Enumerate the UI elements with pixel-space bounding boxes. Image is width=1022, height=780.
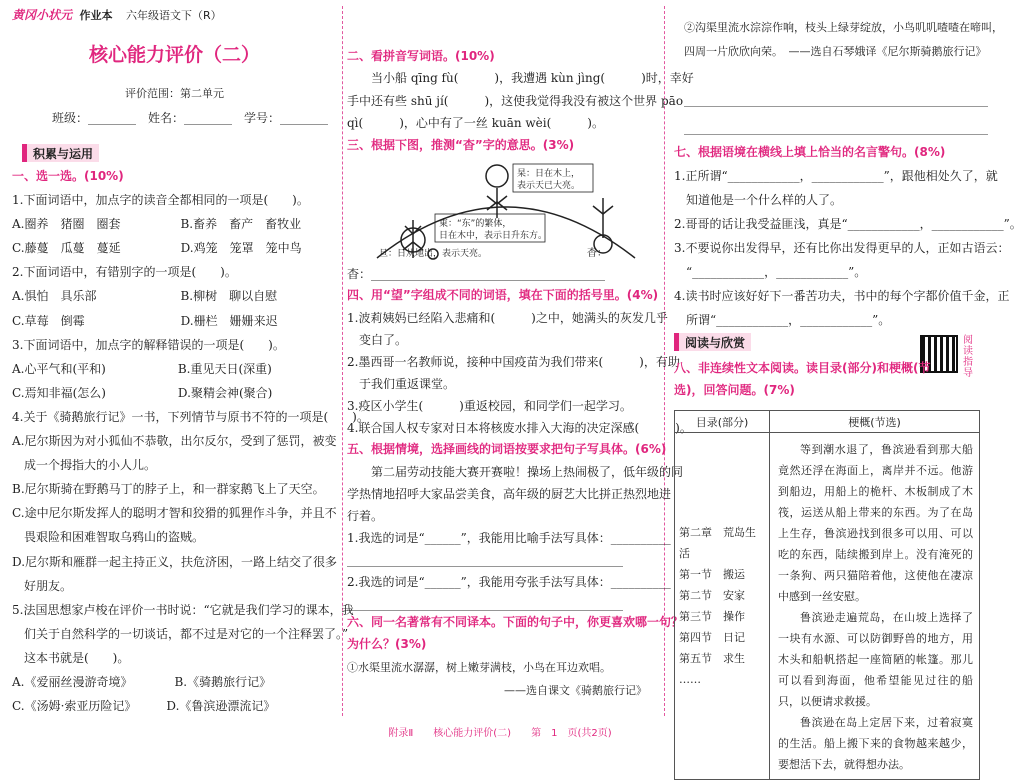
q4-line: 2.墨西哥一名教师说，接种中国疫苗为我们带来( )，有助 <box>347 355 680 369</box>
q1-line: C.草莓 倒霉 D.栅栏 姗姗来迟 <box>12 313 278 328</box>
q1-line: A.心平气和(平和) B.重见天日(深重) <box>12 361 272 376</box>
q1-line: 5.法国思想家卢梭在评价一书时说：“它就是我们学习的课本，我 <box>12 602 354 617</box>
q1-line: C.《汤姆·索亚历险记》 D.《鲁滨逊漂流记》 <box>12 699 276 714</box>
q1-line: D.尼尔斯和雁群一起主持正义，扶危济困，一路上结交了很多 <box>12 554 338 569</box>
q1-line: A.惧怕 具乐部 B.柳树 聊以自慰 <box>12 289 278 304</box>
header <box>12 6 222 23</box>
q7-line: 2.哥哥的话让我受益匪浅，真是“____________，____________”。 <box>674 217 1022 231</box>
q1-line: 好朋友。 <box>12 578 73 593</box>
q7-heading: 七、根据语境在横线上填上恰当的名言警句。(8%) <box>674 145 946 159</box>
q7-line: 3.不要说你出发得早，还有比你出发得更早的人，正如古语云： <box>674 241 1010 255</box>
summary-paragraph: 等到潮水退了，鲁滨逊看到那大船竟然还浮在海面上，离岸并不远。他游到船边，用船上的桅杆、木板制成了木筏，运送从船上带来的东西。为了在岛上生存，鲁滨逊找到很多可以用、可以吃的东西，陆续搬到岸上。没有淹死的一条狗、两只猫陪着他，这使他在凄凉中感到一丝安慰。 <box>778 443 973 603</box>
toc-header: 目录(部分) <box>675 411 770 433</box>
q4-line: 变白了。 <box>347 333 408 347</box>
q1-line: A.圈养 猪圈 圈套 B.畜养 畜产 畜牧业 <box>12 217 302 232</box>
q3-heading: 三、根据下图，推测“杳”字的意思。(3%) <box>347 138 575 152</box>
scope-label: 评价范围：第二单元 <box>125 87 224 100</box>
q5-line: 学热情地招呼大家品尝美食，高年级的厨艺大比拼正热烈地进 <box>347 487 672 501</box>
q7-line: 所谓“____________，____________”。 <box>674 313 891 327</box>
q1-line: 成一个拇指大的小人儿。 <box>12 458 157 473</box>
box-dong-line2: 日在木中，表示日升东方。 <box>439 231 548 241</box>
character-diagram <box>375 158 637 260</box>
q6-heading-line2: 为什么？(3%) <box>347 637 427 651</box>
q5-line: 1.我选的词是“______”，我能用比喻手法写具体：__________ <box>347 531 671 545</box>
q5-line: ______________________________________________ <box>347 553 623 567</box>
q1-heading: 一、选一选。(10%) <box>12 169 124 183</box>
q1-line: 畏艰险和困难智取乌鸦山的盗贼。 <box>12 530 205 545</box>
q5-heading: 五、根据情境，选择画线的词语按要求把句子写具体。(6%) <box>347 442 667 456</box>
tree-with-sun-bottom <box>593 198 613 253</box>
toc-item: 第三节 操作 <box>679 610 745 623</box>
tree-with-sun-top <box>486 165 508 218</box>
answer-rule[interactable] <box>684 106 988 107</box>
summary-paragraph: 鲁滨逊在岛上定居下来，过着寂寞的生活。船上搬下来的食物越来越少，要想活下去，就得想办法。 <box>778 716 973 771</box>
toc-item: 第五节 求生 <box>679 652 745 665</box>
q2-line: qì( )，心中有了一丝 kuān wèi( )。 <box>347 116 604 130</box>
q3-answer-line[interactable]: 杳：_______________________________________ <box>347 267 606 281</box>
q1-line: 3.下面词语中，加点字的解释错误的一项是( )。 <box>12 337 285 352</box>
answer-rule[interactable] <box>684 134 988 135</box>
toc-item: …… <box>679 673 701 686</box>
q4-line: 1.波莉姨妈已经陷入悲痛和( )之中，她满头的灰发几乎 <box>347 311 668 325</box>
q6-heading-line1: 六、同一名著常有不同译本。下面的句子中，你更喜欢哪一句？ <box>347 615 684 629</box>
box-dong-line1: 東：“东”的繁体， <box>439 219 512 229</box>
box-dan: 旦：日从地出，表示天亮。 <box>379 249 488 259</box>
q1-line: A.尼尔斯因为对小狐仙不恭敬，出尔反尔，受到了惩罚，被变 <box>12 434 337 448</box>
q1-line: C.焉知非福(怎么) D.聚精会神(聚合) <box>12 385 273 400</box>
q6-sentence1: ①水渠里流水潺潺，树上嫩芽满枝，小鸟在耳边欢唱。 <box>347 661 611 674</box>
section-tag-reading: 阅读与欣赏 <box>674 333 751 351</box>
summary-paragraph: 鲁滨逊走遍荒岛，在山坡上选择了一块有水源、可以防御野兽的地方，用木头和船帆搭起一座简陋的帐篷。那儿可以看到海面，他希望能见过往的船只，以便请求救援。 <box>778 611 973 708</box>
q1-line: B.尼尔斯骑在野鹅马丁的脖子上，和一群家鹅飞上了天空。 <box>12 482 325 497</box>
q1-line: A.《爱丽丝漫游奇境》 B.《骑鹅旅行记》 <box>12 675 272 689</box>
toc-item: 第二节 安家 <box>679 589 745 602</box>
q8-heading-line1: 八、非连续性文本阅读。读目录(部分)和梗概(节 <box>674 361 931 375</box>
q4-line: 于我们重返课堂。 <box>347 377 456 391</box>
yao-label: 杳： <box>587 248 607 259</box>
q7-line: 知道他是一个什么样的人了。 <box>674 193 843 207</box>
q1-line: 1.下面词语中，加点字的读音全都相同的一项是( )。 <box>12 193 309 207</box>
student-info-line[interactable]: 班级：________ 姓名：________ 学号：________ <box>52 111 329 125</box>
page-footer: 附录Ⅱ 核心能力评价(二) 第 1 页(共2页) <box>388 728 612 739</box>
qr-label: 阅读指导 <box>963 335 973 379</box>
q1-line: 4.关于《骑鹅旅行记》一书，下列情节与原书不符的一项是( )。 <box>12 409 369 424</box>
q1-line: C.藤蔓 瓜蔓 蔓延 D.鸡笼 笼罩 笼中鸟 <box>12 241 302 256</box>
q7-line: 4.读书时应该好好下一番苦功夫，书中的每个字都价值千金，正 <box>674 289 1010 303</box>
toc-item: 第四节 日记 <box>679 631 745 644</box>
q1-line: C.途中尼尔斯发挥人的聪明才智和狡猾的狐狸作斗争，并且不 <box>12 506 337 521</box>
summary-header: 梗概(节选) <box>770 411 980 433</box>
q5-line: ______________________________________________ <box>347 597 623 611</box>
q6-source1: ——选自课文《骑鹅旅行记》 <box>504 684 647 697</box>
q7-line: “____________，____________”。 <box>674 265 867 279</box>
q4-line: 3.疫区小学生( )重返校园，和同学们一起学习。 <box>347 399 632 413</box>
toc-item: 第二章 荒岛生活 <box>679 526 756 560</box>
q6-sentence2-line2: 四周一片欣欣向荣。 ——选自石琴娥译《尼尔斯骑鹅旅行记》 <box>684 45 987 58</box>
column-right <box>670 0 1022 771</box>
brand-logo: 黄冈小状元 <box>12 8 73 22</box>
q1-line: 这本书就是( )。 <box>12 650 130 665</box>
q5-line: 2.我选的词是“______”，我能用夸张手法写具体：__________ <box>347 575 671 589</box>
box-gao-line2: 表示天已大亮。 <box>517 181 581 191</box>
q2-line: 当小船 qīng fù( )，我遭遇 kùn jìng( )时，幸好 <box>347 71 694 85</box>
toc-item: 第一节 搬运 <box>679 568 745 581</box>
grade-label: 六年级语文下（R） <box>126 9 222 22</box>
q1-line: 2.下面词语中，有错别字的一项是( )。 <box>12 265 237 280</box>
q5-line: 行着。 <box>347 509 384 523</box>
q4-heading: 四、用“望”字组成不同的词语，填在下面的括号里。(4%) <box>347 288 659 302</box>
column-middle <box>347 0 694 744</box>
q6-sentence2-line1: ②沟渠里流水淙淙作响，枝头上绿芽绽放，小鸟叽叽喳喳在啼叫， <box>684 21 1003 34</box>
q2-heading: 二、看拼音写词语。(10%) <box>347 49 495 63</box>
book-name: 作业本 <box>79 9 113 22</box>
section-tag-accumulation: 积累与运用 <box>22 144 99 162</box>
page-title: 核心能力评价（二） <box>88 44 260 66</box>
q2-line: 手中还有些 shū jí( )，这使我觉得我没有被这个世界 pāo <box>347 93 684 108</box>
q1-line: 们关于自然科学的一切谈话，都不过是对它的一个注释罢了。” <box>12 626 349 641</box>
q5-line: 第二届劳动技能大赛开赛啦！操场上热闹极了，低年级的同 <box>347 465 684 479</box>
q4-line: 4.联合国人权专家对日本将核废水排入大海的决定深感( )。 <box>347 421 692 435</box>
q7-line: 1.正所谓“____________，____________”，跟他相处久了，就 <box>674 169 998 183</box>
q8-heading-line2: 选)，回答问题。(7%) <box>674 383 795 397</box>
box-gao-line1: 杲：日在木上， <box>517 169 581 179</box>
